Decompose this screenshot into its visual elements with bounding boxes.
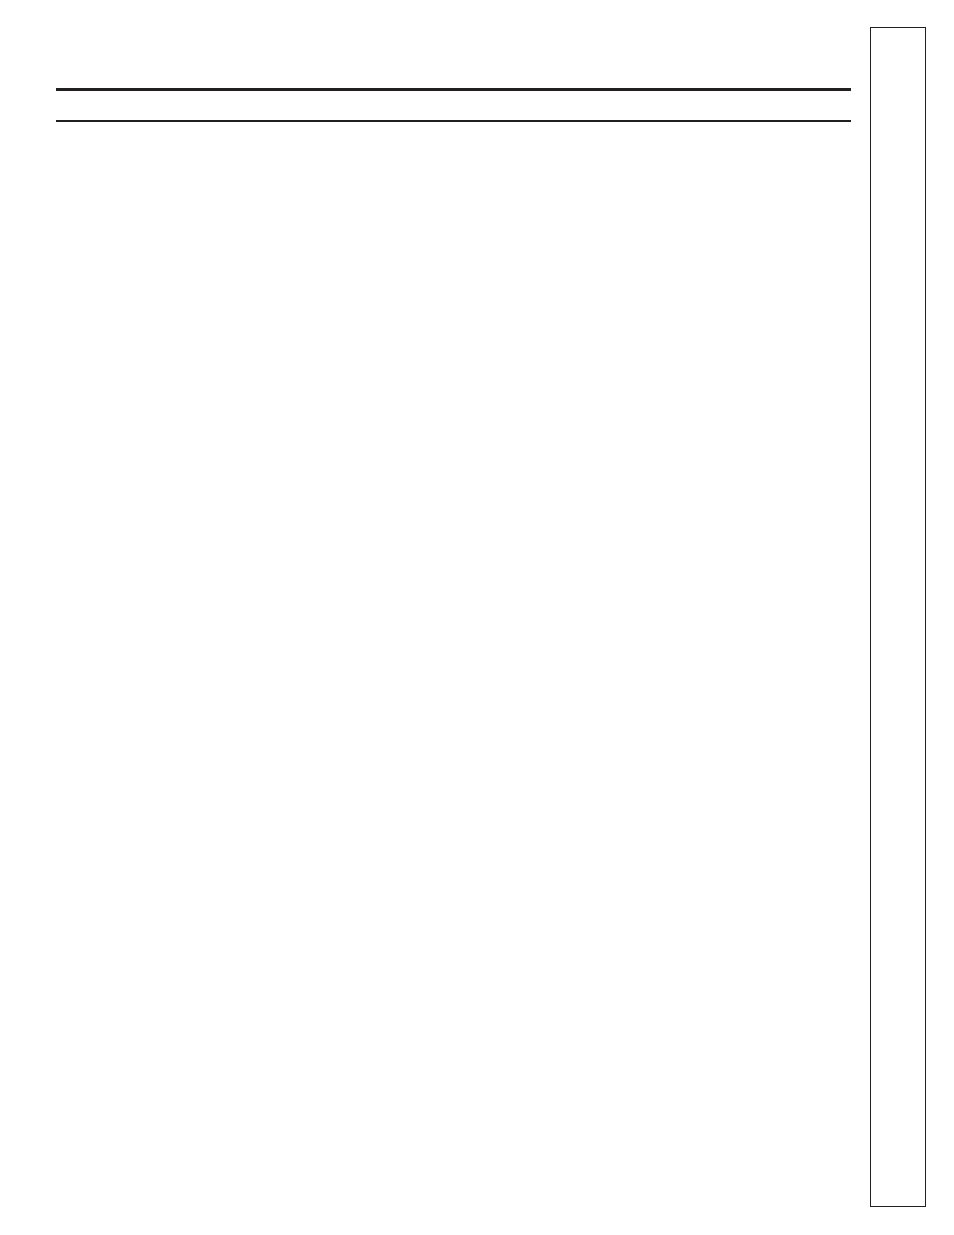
troubleshooting-table bbox=[56, 88, 851, 122]
table-header bbox=[56, 91, 851, 122]
section-tabs bbox=[870, 27, 926, 1207]
